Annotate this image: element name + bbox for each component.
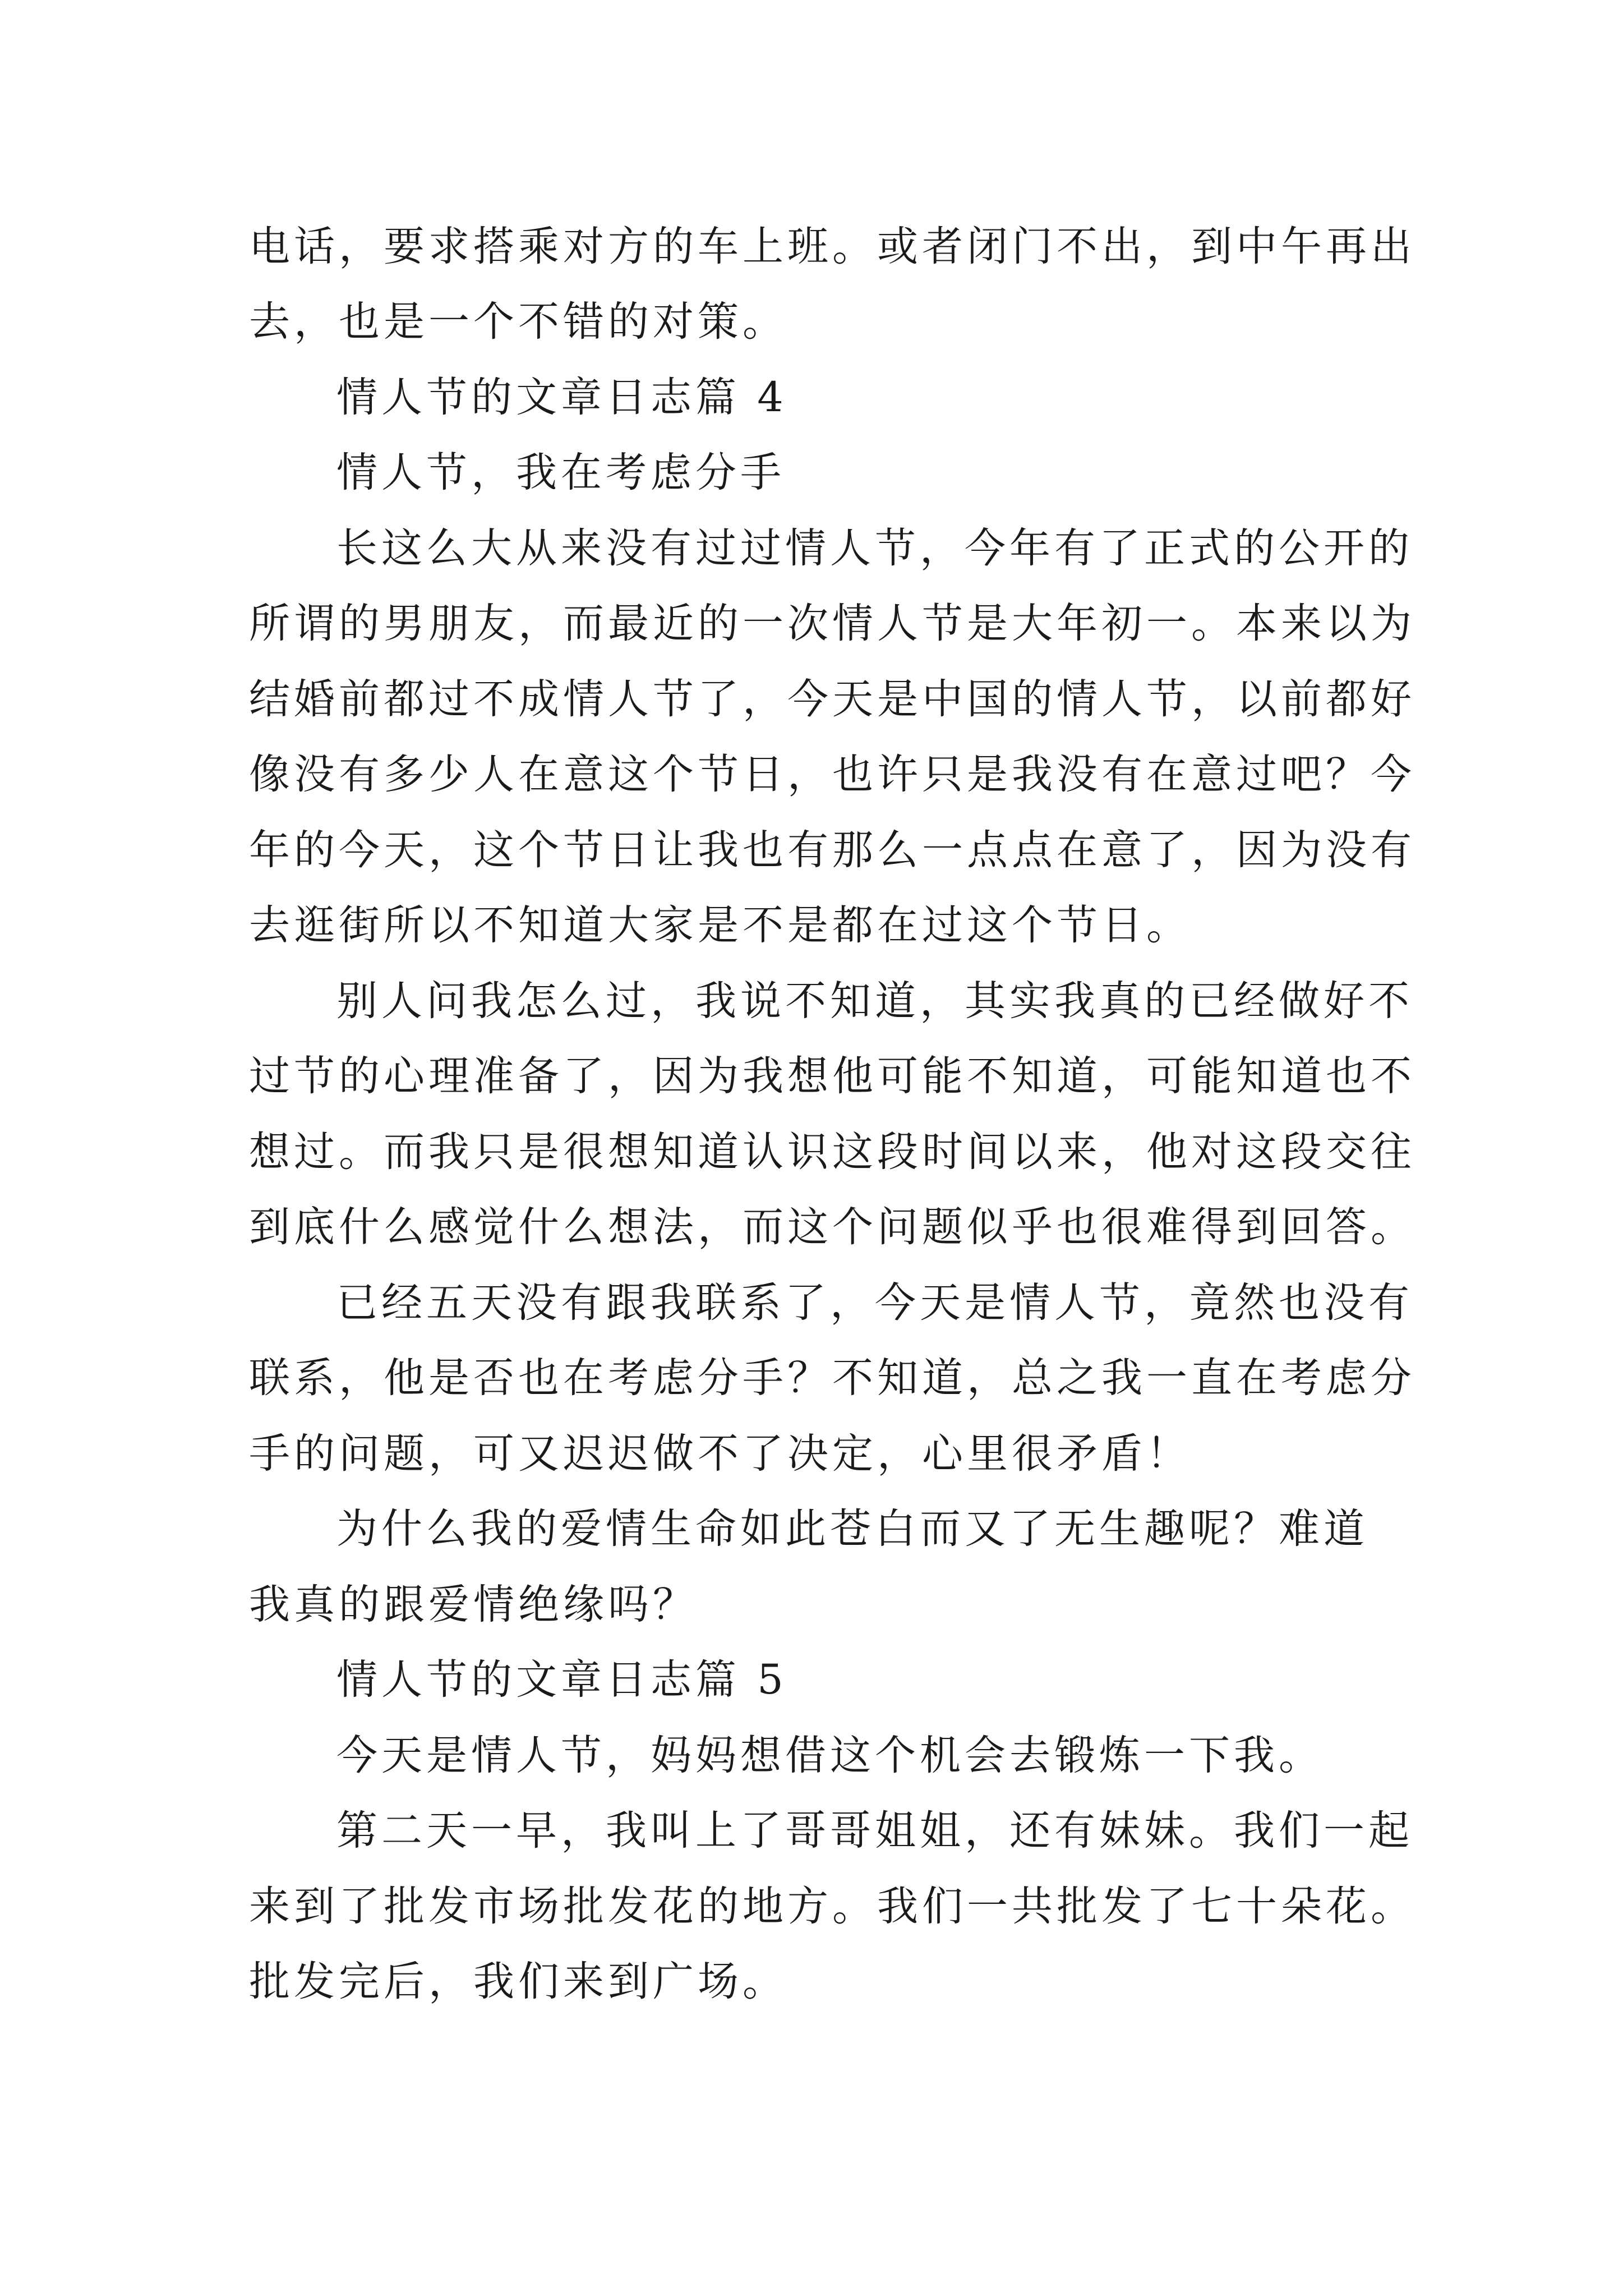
text-line: 批发完后，我们来到广场。 (249, 1958, 787, 2005)
text-line: 结婚前都过不成情人节了，今天是中国的情人节，以前都好 (249, 675, 1415, 723)
text-line: 手的问题，可又迟迟做不了决定，心里很矛盾！ (249, 1430, 1191, 1478)
section-heading: 情人节的文章日志篇 4 (336, 374, 787, 421)
text-line: 年的今天，这个节日让我也有那么一点点在意了，因为没有 (249, 826, 1415, 874)
text-line: 联系，他是否也在考虑分手？不知道，总之我一直在考虑分 (249, 1354, 1415, 1402)
text-line: 所谓的男朋友，而最近的一次情人节是大年初一。本来以为 (249, 600, 1415, 647)
text-line: 到底什么感觉什么想法，而这个问题似乎也很难得到回答。 (249, 1203, 1415, 1251)
text-line: 去，也是一个不错的对策。 (249, 298, 787, 346)
section-heading: 情人节的文章日志篇 5 (336, 1656, 787, 1704)
paragraph-start: 已经五天没有跟我联系了，今天是情人节，竟然也没有 (336, 1279, 1413, 1327)
text-line: 过节的心理准备了，因为我想他可能不知道，可能知道也不 (249, 1052, 1415, 1100)
text-line: 像没有多少人在意这个节日，也许只是我没有在意过吧？今 (249, 751, 1415, 798)
paragraph-start: 为什么我的爱情生命如此苍白而又了无生趣呢？难道 (336, 1505, 1368, 1553)
text-line: 想过。而我只是很想知道认识这段时间以来，他对这段交往 (249, 1128, 1415, 1176)
paragraph-start: 第二天一早，我叫上了哥哥姐姐，还有妹妹。我们一起 (336, 1807, 1413, 1855)
paragraph-start: 长这么大从来没有过过情人节，今年有了正式的公开的 (336, 524, 1413, 572)
text-line: 电话，要求搭乘对方的车上班。或者闭门不出，到中午再出 (249, 223, 1415, 270)
text-line: 去逛街所以不知道大家是不是都在过这个节日。 (249, 901, 1191, 949)
paragraph-start: 别人问我怎么过，我说不知道，其实我真的已经做好不 (336, 977, 1413, 1025)
text-line: 来到了批发市场批发花的地方。我们一共批发了七十朵花。 (249, 1883, 1415, 1930)
text-line: 我真的跟爱情绝缘吗？ (249, 1581, 698, 1628)
article-title: 情人节，我在考虑分手 (336, 449, 785, 496)
paragraph-start: 今天是情人节，妈妈想借这个机会去锻炼一下我。 (336, 1732, 1324, 1779)
